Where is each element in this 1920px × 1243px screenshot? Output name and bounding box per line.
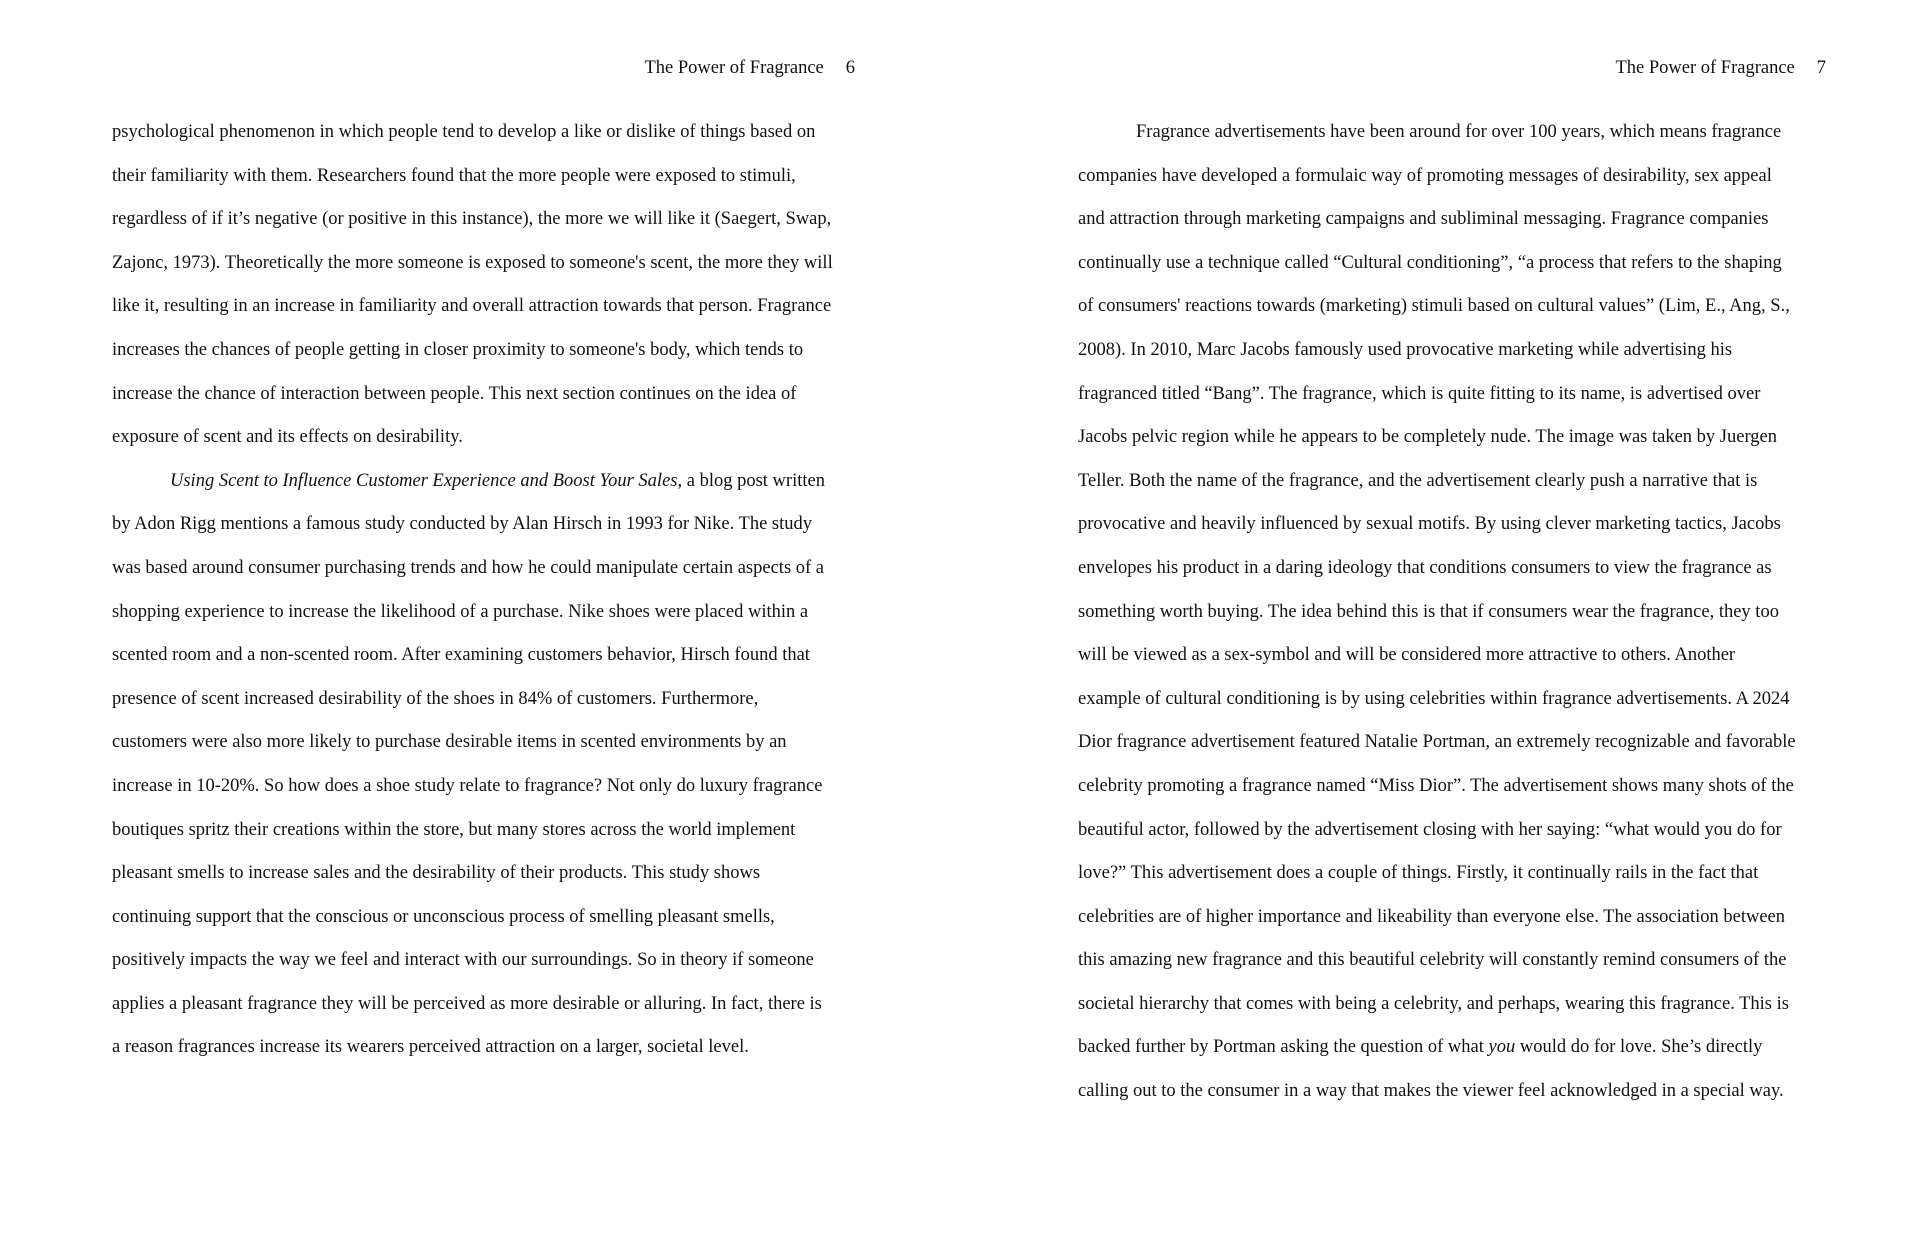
- text-line: celebrities are of higher importance and likeability than everyone else. The association between: [1078, 906, 1786, 927]
- body-text: [112, 111, 857, 1070]
- italic-emphasis: you: [1488, 1037, 1516, 1058]
- page-number: 7: [1816, 58, 1826, 78]
- text-line: [112, 460, 857, 504]
- running-head-title: The Power of Fragrance: [644, 58, 824, 78]
- body-text: [1078, 111, 1823, 1114]
- text-line-rest: would do for love. She’s directly: [1515, 1037, 1763, 1058]
- text-line: a reason fragrances increase its wearers perceived attraction on a larger, societal level.: [112, 1037, 749, 1058]
- text-line: [1078, 1026, 1823, 1070]
- text-line: like it, resulting in an increase in familiarity and overall attraction towards that person. Fragrance: [112, 296, 832, 317]
- text-line: and attraction through marketing campaigns and subliminal messaging. Fragrance companies: [1078, 209, 1769, 230]
- text-line-start: backed further by Portman asking the question of what: [1078, 1037, 1489, 1058]
- text-line: Dior fragrance advertisement featured Natalie Portman, an extremely recognizable and favorable: [1078, 732, 1796, 753]
- running-head-title: The Power of Fragrance: [1615, 58, 1795, 78]
- text-line: something worth buying. The idea behind this is that if consumers wear the fragrance, they too: [1078, 601, 1779, 622]
- text-line: regardless of if it’s negative (or positive in this instance), the more we will like it (Saegert, Swap,: [112, 209, 832, 230]
- running-head: [1615, 56, 1826, 80]
- text-line: exposure of scent and its effects on desirability.: [112, 427, 463, 448]
- text-line: customers were also more likely to purchase desirable items in scented environments by an: [112, 732, 787, 753]
- text-line: by Adon Rigg mentions a famous study conducted by Alan Hirsch in 1993 for Nike. The study: [112, 514, 813, 535]
- text-line: societal hierarchy that comes with being a celebrity, and perhaps, wearing this fragrance. This is: [1078, 993, 1789, 1014]
- running-head: [644, 56, 855, 80]
- text-line: psychological phenomenon in which people tend to develop a like or dislike of things based on: [112, 122, 816, 142]
- text-line: 2008). In 2010, Marc Jacobs famously used provocative marketing while advertising his: [1078, 339, 1733, 360]
- text-line: shopping experience to increase the likelihood of a purchase. Nike shoes were placed within a: [112, 601, 809, 622]
- text-line: example of cultural conditioning is by using celebrities within fragrance advertisements. A 2024: [1078, 688, 1790, 709]
- right-page: [960, 0, 1920, 1243]
- italic-blog-title: Using Scent to Influence Customer Experience and Boost Your Sales: [170, 470, 678, 491]
- text-line: of consumers' reactions towards (marketing) stimuli based on cultural values” (Lim, E., Ang, S.,: [1078, 296, 1790, 317]
- text-line: increase in 10-20%. So how does a shoe study relate to fragrance? Not only do luxury fragrance: [112, 775, 823, 796]
- text-line: fragranced titled “Bang”. The fragrance, which is quite fitting to its name, is advertised over: [1078, 383, 1761, 404]
- text-line: pleasant smells to increase sales and the desirability of their products. This study shows: [112, 863, 761, 884]
- text-line: increase the chance of interaction between people. This next section continues on the idea of: [112, 383, 797, 404]
- text-line: companies have developed a formulaic way of promoting messages of desirability, sex appeal: [1078, 165, 1772, 186]
- text-line: envelopes his product in a daring ideology that conditions consumers to view the fragrance as: [1078, 557, 1772, 578]
- text-line: Fragrance advertisements have been around for over 100 years, which means fragrance: [1136, 122, 1782, 142]
- text-line: applies a pleasant fragrance they will be perceived as more desirable or alluring. In fact, there is: [112, 993, 822, 1014]
- text-line-rest: , a blog post written: [677, 470, 825, 491]
- text-line: continuing support that the conscious or unconscious process of smelling pleasant smells,: [112, 906, 775, 927]
- text-line: this amazing new fragrance and this beautiful celebrity will constantly remind consumers of the: [1078, 950, 1787, 971]
- text-line: Teller. Both the name of the fragrance, and the advertisement clearly push a narrative that is: [1078, 470, 1758, 491]
- text-line: boutiques spritz their creations within the store, but many stores across the world implement: [112, 819, 796, 840]
- text-line: beautiful actor, followed by the advertisement closing with her saying: “what would you do for: [1078, 819, 1782, 840]
- page-number: 6: [845, 58, 855, 78]
- text-line: positively impacts the way we feel and interact with our surroundings. So in theory if someone: [112, 950, 814, 971]
- text-line: love?” This advertisement does a couple of things. Firstly, it continually rails in the fact that: [1078, 863, 1759, 884]
- text-line: Zajonc, 1973). Theoretically the more someone is exposed to someone's scent, the more they will: [112, 252, 833, 273]
- text-line: celebrity promoting a fragrance named “Miss Dior”. The advertisement shows many shots of the: [1078, 775, 1794, 796]
- text-line: presence of scent increased desirability of the shoes in 84% of customers. Furthermore,: [112, 688, 759, 709]
- text-line: calling out to the consumer in a way that makes the viewer feel acknowledged in a special way.: [1078, 1081, 1784, 1102]
- text-line: increases the chances of people getting in closer proximity to someone's body, which tends to: [112, 339, 804, 360]
- text-line: scented room and a non-scented room. After examining customers behavior, Hirsch found that: [112, 645, 810, 666]
- text-line: will be viewed as a sex-symbol and will be considered more attractive to others. Another: [1078, 645, 1736, 666]
- text-line: was based around consumer purchasing trends and how he could manipulate certain aspects of a: [112, 557, 825, 578]
- text-line: their familiarity with them. Researchers found that the more people were exposed to stimuli,: [112, 165, 796, 186]
- text-line: Jacobs pelvic region while he appears to be completely nude. The image was taken by Juergen: [1078, 427, 1778, 448]
- text-line: provocative and heavily influenced by sexual motifs. By using clever marketing tactics, Jacobs: [1078, 514, 1781, 535]
- text-line: continually use a technique called “Cultural conditioning”, “a process that refers to the shaping: [1078, 252, 1782, 273]
